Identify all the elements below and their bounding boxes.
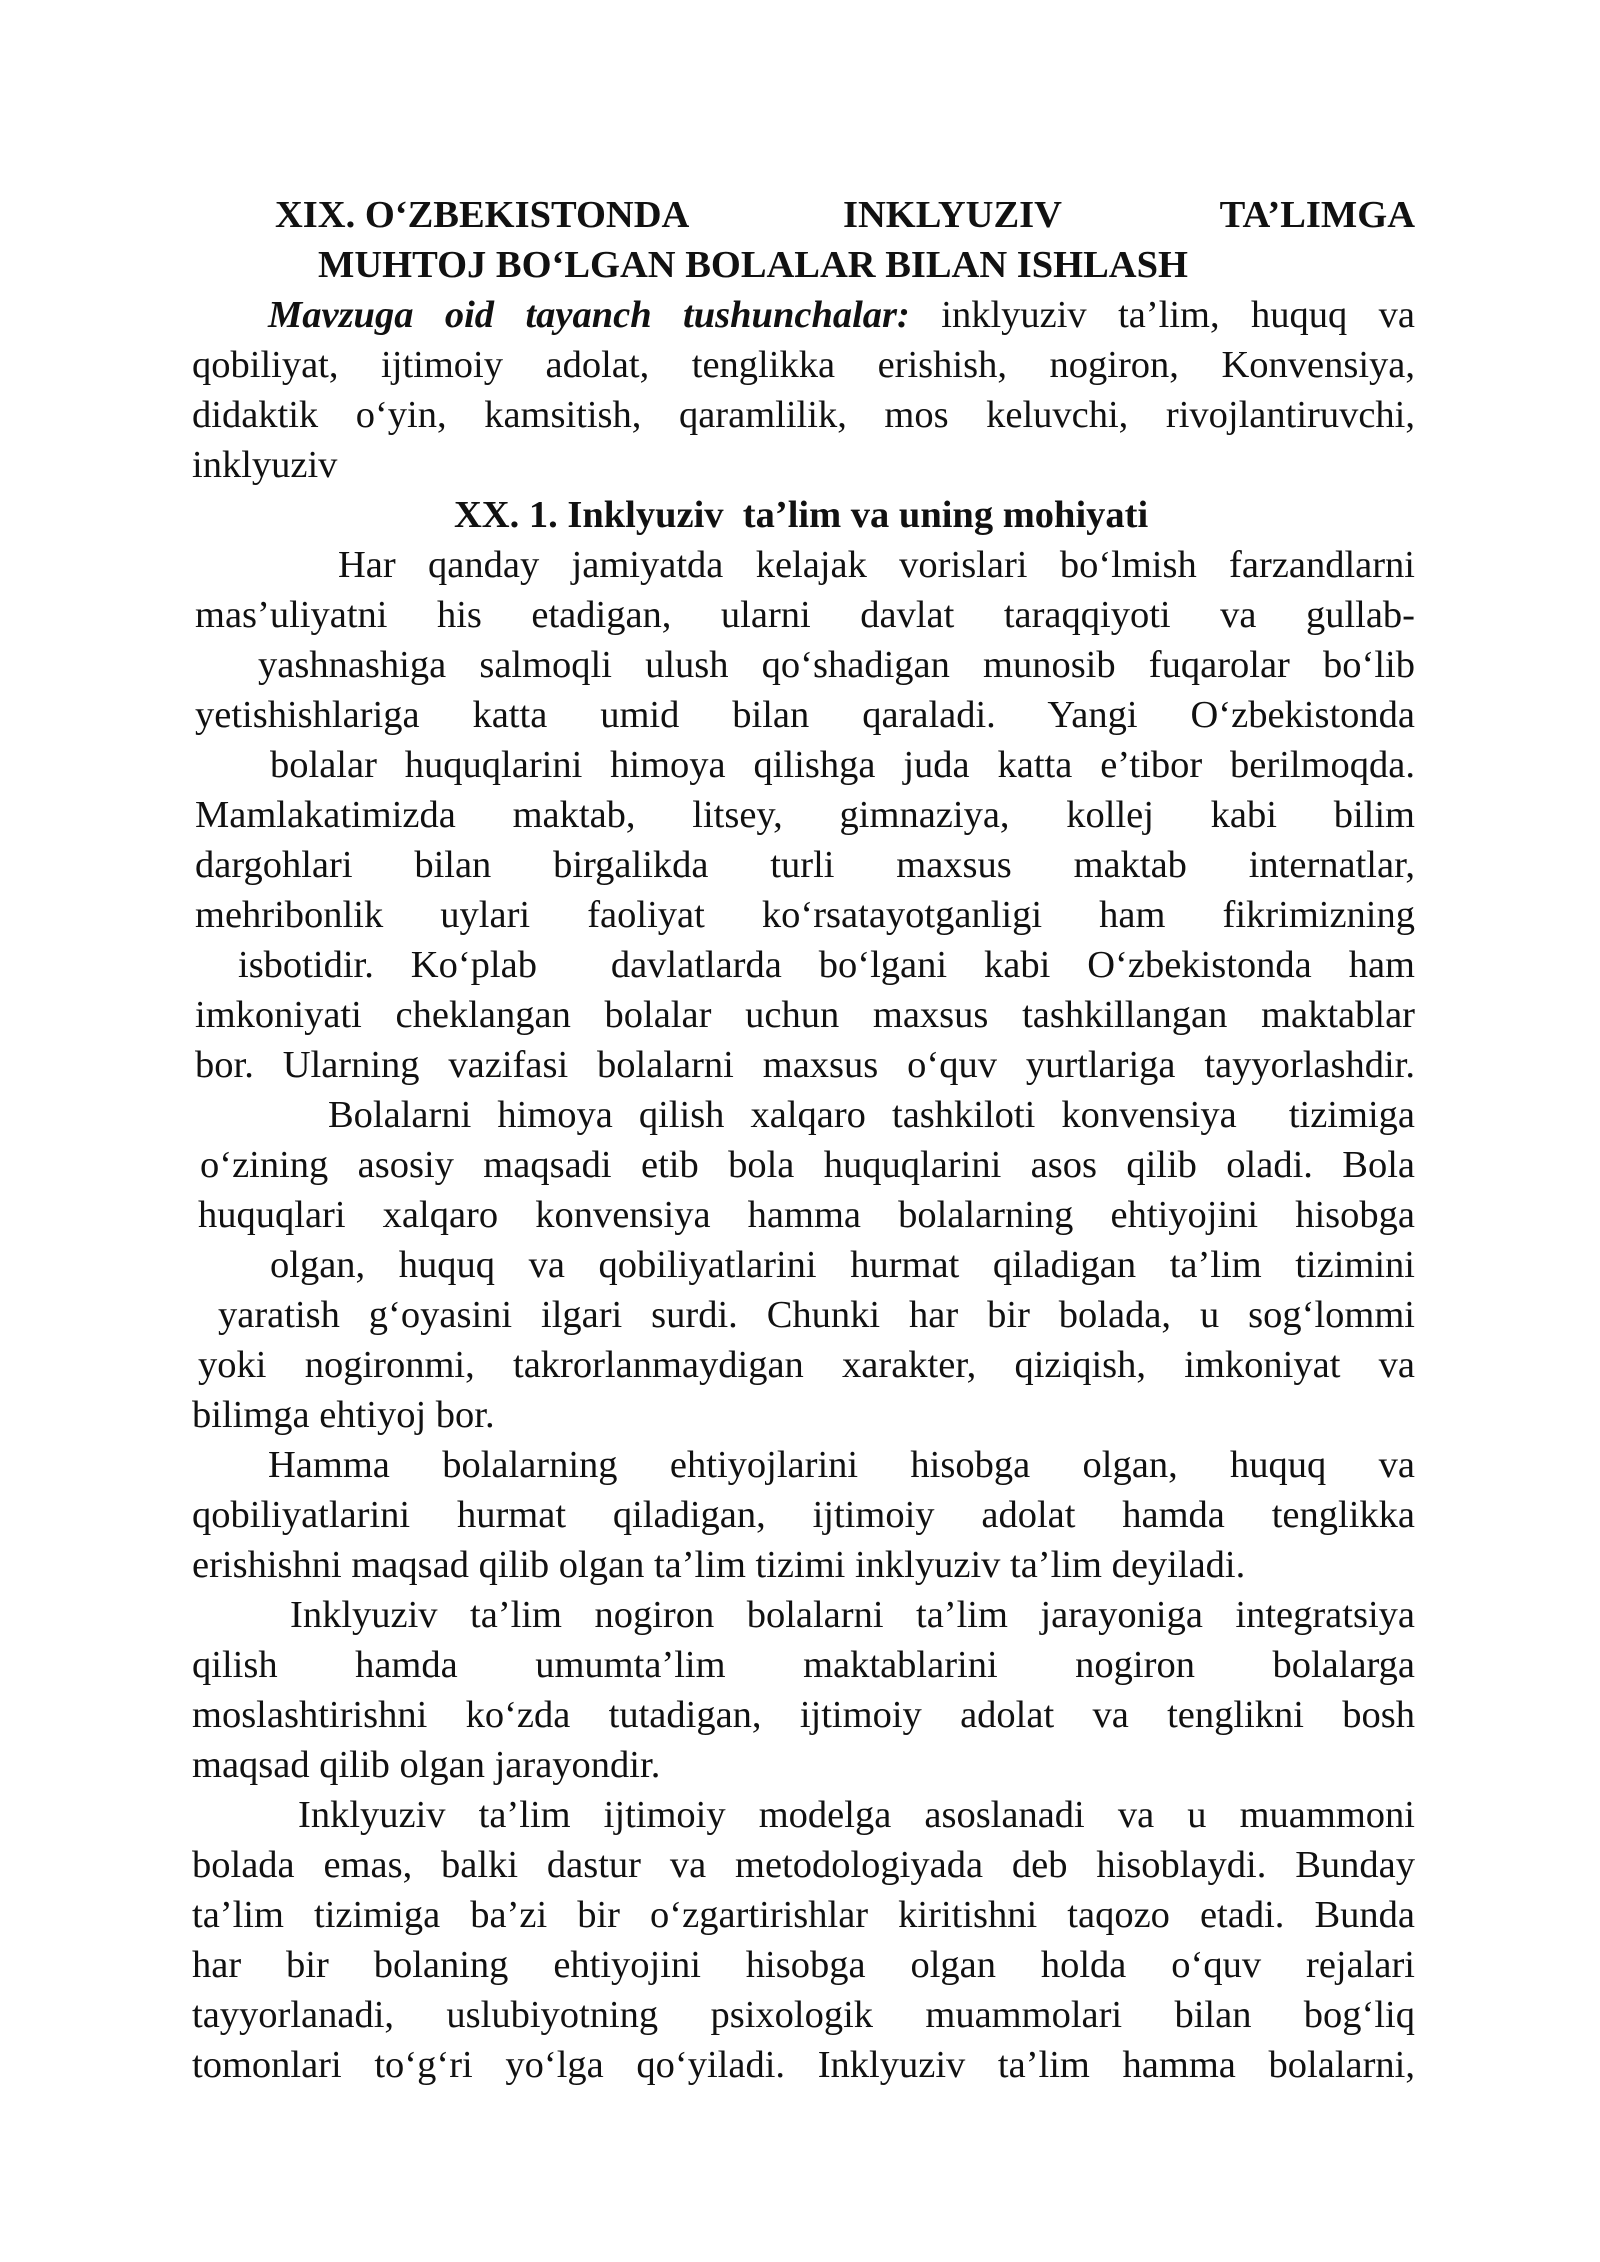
- body-line: dargohlari bilan birgalikda turli maxsus maktab internatlar,: [195, 844, 1415, 886]
- chapter-title-part-3: TA’LIMGA: [1219, 194, 1415, 236]
- body-line: moslashtirishni ko‘zda tutadigan, ijtimoiy adolat va tenglikni bosh: [192, 1694, 1415, 1736]
- body-line: qobiliyatlarini hurmat qiladigan, ijtimoiy adolat hamda tenglikka: [192, 1494, 1415, 1536]
- body-line: isbotidir. Ko‘plab davlatlarda bo‘lgani kabi O‘zbekistonda ham: [238, 944, 1415, 986]
- body-line: maqsad qilib olgan jarayondir.: [192, 1744, 661, 1786]
- body-line: ta’lim tizimiga ba’zi bir o‘zgartirishlar kiritishni taqozo etadi. Bunda: [192, 1894, 1415, 1936]
- body-line: erishishni maqsad qilib olgan ta’lim tizimi inklyuziv ta’lim deyiladi.: [192, 1544, 1246, 1586]
- body-line: yoki nogironmi, takrorlanmaydigan xarakter, qiziqish, imkoniyat va: [198, 1344, 1415, 1386]
- keywords-line-3: didaktik o‘yin, kamsitish, qaramlilik, mos keluvchi, rivojlantiruvchi,: [192, 394, 1415, 436]
- body-line: yetishishlariga katta umid bilan qaraladi. Yangi O‘zbekistonda: [195, 694, 1415, 736]
- keywords-label: Mavzuga oid tayanch tushunchalar:: [268, 294, 910, 336]
- keywords-line-4: inklyuziv: [192, 444, 338, 486]
- body-line: Har qanday jamiyatda kelajak vorislari bo‘lmish farzandlarni: [338, 544, 1415, 586]
- body-line: Mamlakatimizda maktab, litsey, gimnaziya, kollej kabi bilim: [195, 794, 1415, 836]
- body-line: imkoniyati cheklangan bolalar uchun maxsus tashkillangan maktablar: [195, 994, 1415, 1036]
- body-line: tomonlari to‘g‘ri yo‘lga qo‘yiladi. Inklyuziv ta’lim hamma bolalarni,: [192, 2044, 1415, 2086]
- keywords-text-1: inklyuziv ta’lim, huquq va: [909, 294, 1415, 336]
- body-line: Hamma bolalarning ehtiyojlarini hisobga olgan, huquq va: [268, 1444, 1415, 1486]
- body-line: tayyorlanadi, uslubiyotning psixologik muammolari bilan bog‘liq: [192, 1994, 1415, 2036]
- body-line: har bir bolaning ehtiyojini hisobga olgan holda o‘quv rejalari: [192, 1944, 1415, 1986]
- body-line: bor. Ularning vazifasi bolalarni maxsus o‘quv yurtlariga tayyorlashdir.: [195, 1044, 1415, 1086]
- body-line: bolada emas, balki dastur va metodologiyada deb hisoblaydi. Bunday: [192, 1844, 1415, 1886]
- body-line: mehribonlik uylari faoliyat ko‘rsatayotganligi ham fikrimizning: [195, 894, 1415, 936]
- chapter-title-part-2: INKLYUZIV: [843, 194, 1062, 236]
- body-line: huquqlari xalqaro konvensiya hamma bolalarning ehtiyojini hisobga: [198, 1194, 1415, 1236]
- section-heading: XX. 1. Inklyuziv ta’lim va uning mohiyati: [454, 494, 1149, 536]
- body-line: qilish hamda umumta’lim maktablarini nogiron bolalarga: [192, 1644, 1415, 1686]
- body-line: yaratish g‘oyasini ilgari surdi. Chunki har bir bolada, u sog‘lommi: [218, 1294, 1415, 1336]
- chapter-title-part-1: XIX. O‘ZBEKISTONDA: [275, 194, 690, 236]
- body-line: yashnashiga salmoqli ulush qo‘shadigan munosib fuqarolar bo‘lib: [258, 644, 1415, 686]
- keywords-line-1: [268, 290, 1415, 340]
- body-line: bolalar huquqlarini himoya qilishga juda katta e’tibor berilmoqda.: [270, 744, 1415, 786]
- body-line: o‘zining asosiy maqsadi etib bola huquqlarini asos qilib oladi. Bola: [200, 1144, 1415, 1186]
- keywords-line-2: qobiliyat, ijtimoiy adolat, tenglikka erishish, nogiron, Konvensiya,: [192, 344, 1415, 386]
- chapter-title-line-2: MUHTOJ BO‘LGAN BOLALAR BILAN ISHLASH: [318, 244, 1188, 286]
- body-line: mas’uliyatni his etadigan, ularni davlat taraqqiyoti va gullab-: [195, 594, 1415, 636]
- body-line: Inklyuziv ta’lim ijtimoiy modelga asoslanadi va u muammoni: [298, 1794, 1415, 1836]
- body-line: Inklyuziv ta’lim nogiron bolalarni ta’lim jarayoniga integratsiya: [290, 1594, 1415, 1636]
- body-line: bilimga ehtiyoj bor.: [192, 1394, 495, 1436]
- body-line: olgan, huquq va qobiliyatlarini hurmat qiladigan ta’lim tizimini: [270, 1244, 1415, 1286]
- body-line: Bolalarni himoya qilish xalqaro tashkiloti konvensiya tizimiga: [328, 1094, 1415, 1136]
